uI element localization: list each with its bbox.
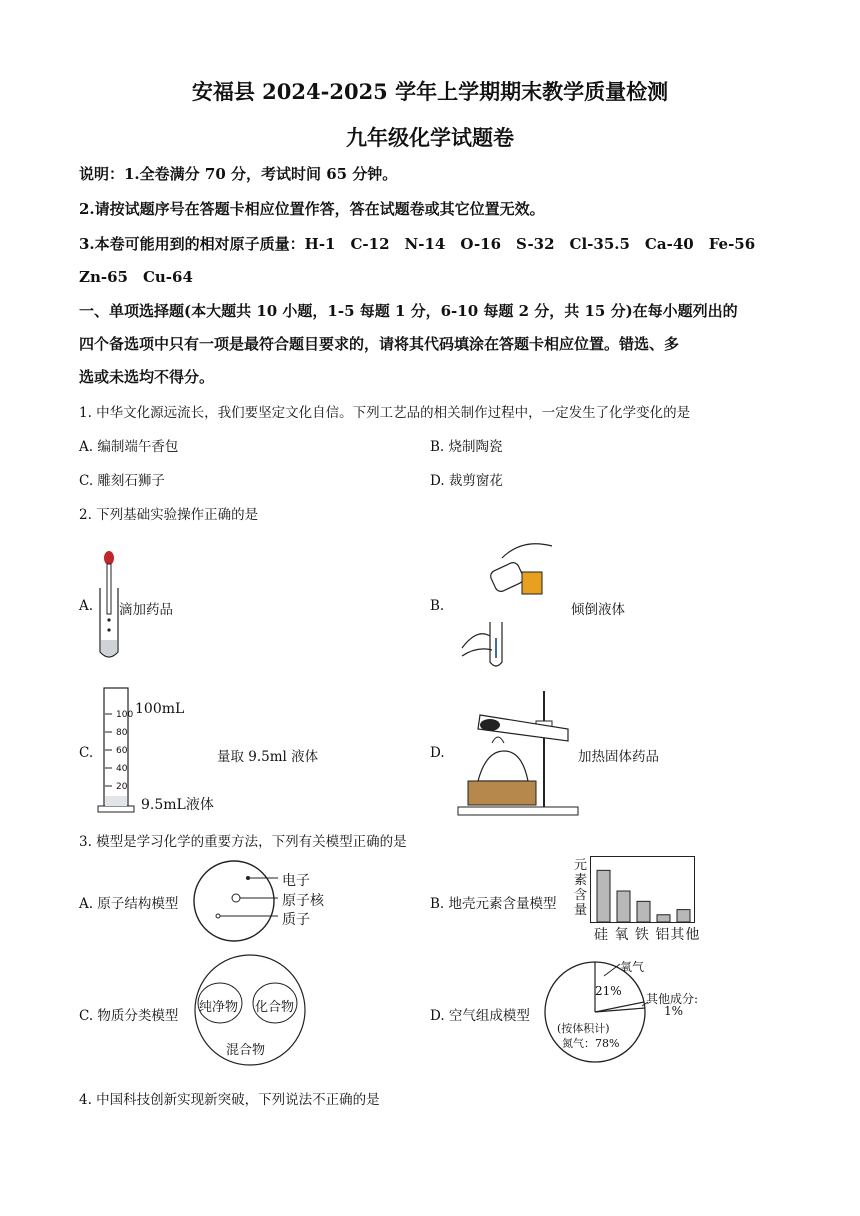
bar-category-label: 氧: [614, 927, 630, 943]
q3-option-d-text: D. 空气组成模型: [430, 1008, 530, 1024]
note-1: 说明：1.全卷满分 70 分，考试时间 65 分钟。: [79, 165, 398, 183]
q2-option-a-letter: A.: [79, 598, 94, 614]
q2-option-d-text: 加热固体药品: [578, 749, 659, 765]
cylinder-tick: 60: [116, 746, 128, 756]
cylinder-tick: 20: [116, 782, 128, 792]
section1-line3: 选或未选均不得分。: [79, 368, 215, 386]
q1-option-c: C. 雕刻石狮子: [79, 473, 165, 489]
bar-硅: [597, 870, 610, 922]
bar-chart-ylabel: 元素含量: [574, 858, 588, 918]
lamp-base: [468, 781, 536, 805]
electron-dot: [246, 876, 250, 880]
pouring-figure: [452, 538, 562, 670]
q1-stem: 1. 中华文化源远流长，我们要坚定文化自信。下列工艺品的相关制作过程中，一定发生了化学变化的是: [79, 405, 691, 421]
atom-label-proton: 质子: [282, 912, 310, 928]
cylinder-tick: 40: [116, 764, 128, 774]
bar-其他: [677, 910, 690, 922]
section1-line1: 一、单项选择题(本大题共 10 小题，1-5 每题 1 分，6-10 每题 2 分，共 15 分)在每小题列出的: [79, 302, 738, 320]
bar-category-label: 硅: [594, 927, 609, 943]
solid-sample: [480, 719, 500, 731]
q1-option-d: D. 裁剪窗花: [430, 473, 503, 489]
exam-title: 安福县 2024-2025 学年上学期期末教学质量检测: [191, 79, 669, 104]
q2-option-c-letter: C.: [79, 745, 94, 761]
pie-label-other: 其他成分:: [646, 992, 699, 1006]
bar-category-label: 铝: [655, 927, 671, 943]
exam-subtitle: 九年级化学试题卷: [346, 125, 514, 150]
note-3: 3.本卷可能用到的相对原子质量：H-1 C-12 N-14 O-16 S-32 Cl-35.5 Ca-40 Fe-56: [79, 235, 756, 253]
cylinder-capacity-label: 100mL: [135, 701, 185, 717]
bar-氧: [617, 891, 630, 922]
cylinder-tick: 80: [116, 728, 128, 738]
stand-base: [458, 807, 578, 815]
pie-label-basis: (按体积计): [557, 1022, 610, 1035]
note-2: 2.请按试题序号在答题卡相应位置作答，答在试题卷或其它位置无效。: [79, 200, 545, 218]
bar-铁: [637, 901, 650, 922]
cylinder-liquid-label: 9.5mL液体: [141, 797, 214, 813]
hand-bottom: [462, 634, 492, 656]
bottle-label: [522, 572, 542, 594]
q3-option-a-text: A. 原子结构模型: [79, 896, 179, 912]
pie-label-nitrogen: 氮气：78%: [562, 1037, 620, 1050]
pie-label-oxygen: 氧气: [620, 960, 645, 974]
note-3-cont: Zn-65 Cu-64: [79, 268, 193, 286]
dropper-bulb: [104, 551, 114, 565]
hand-top: [502, 544, 552, 558]
pie-label-other-pct: 1%: [664, 1004, 684, 1018]
bar-category-label: 其他: [670, 927, 701, 943]
atom-label-electron: 电子: [282, 873, 310, 889]
label-mixture: 混合物: [226, 1043, 266, 1058]
cylinder-scale: [116, 706, 133, 796]
q2-stem: 2. 下列基础实验操作正确的是: [79, 507, 259, 523]
cylinder-tick: 100: [116, 710, 134, 720]
atom-model-figure: [190, 860, 280, 942]
dropper-tube: [107, 564, 111, 614]
label-compound: 化合物: [255, 1000, 295, 1015]
pie-label-oxygen-pct: 21%: [595, 984, 622, 998]
heating-figure: [456, 685, 580, 819]
atom-nucleus: [232, 894, 240, 902]
q3-option-b-text: B. 地壳元素含量模型: [430, 896, 557, 912]
alcohol-lamp: [478, 751, 528, 781]
q3-option-c-text: C. 物质分类模型: [79, 1008, 179, 1024]
q4-stem: 4. 中国科技创新实现新突破，下列说法不正确的是: [79, 1092, 380, 1108]
atom-label-nucleus: 原子核: [282, 893, 324, 909]
liquid-a: [101, 640, 117, 656]
crust-element-chart: [590, 856, 696, 924]
q2-option-a-text: 滴加药品: [119, 602, 173, 618]
q2-option-b-letter: B.: [430, 598, 445, 614]
proton-dot: [216, 914, 220, 918]
q2-option-c-text: 量取 9.5ml 液体: [217, 749, 319, 765]
q2-option-d-letter: D.: [430, 745, 445, 761]
bar-铝: [657, 915, 670, 922]
label-pure-substance: 纯净物: [199, 1000, 239, 1015]
bar-category-label: 铁: [634, 927, 650, 943]
q1-option-b: B. 烧制陶瓷: [430, 439, 503, 455]
q2-option-b-text: 倾倒液体: [571, 602, 625, 618]
q1-option-a: A. 编制端午香包: [79, 439, 179, 455]
bar-chart-categories: [594, 924, 700, 944]
reagent-bottle: [489, 561, 525, 594]
flame: [492, 737, 504, 743]
section1-line2: 四个备选项中只有一项是最符合题目要求的，请将其代码填涂在答题卡相应位置。错选、多: [79, 335, 680, 353]
q3-stem: 3. 模型是学习化学的重要方法，下列有关模型正确的是: [79, 834, 407, 850]
